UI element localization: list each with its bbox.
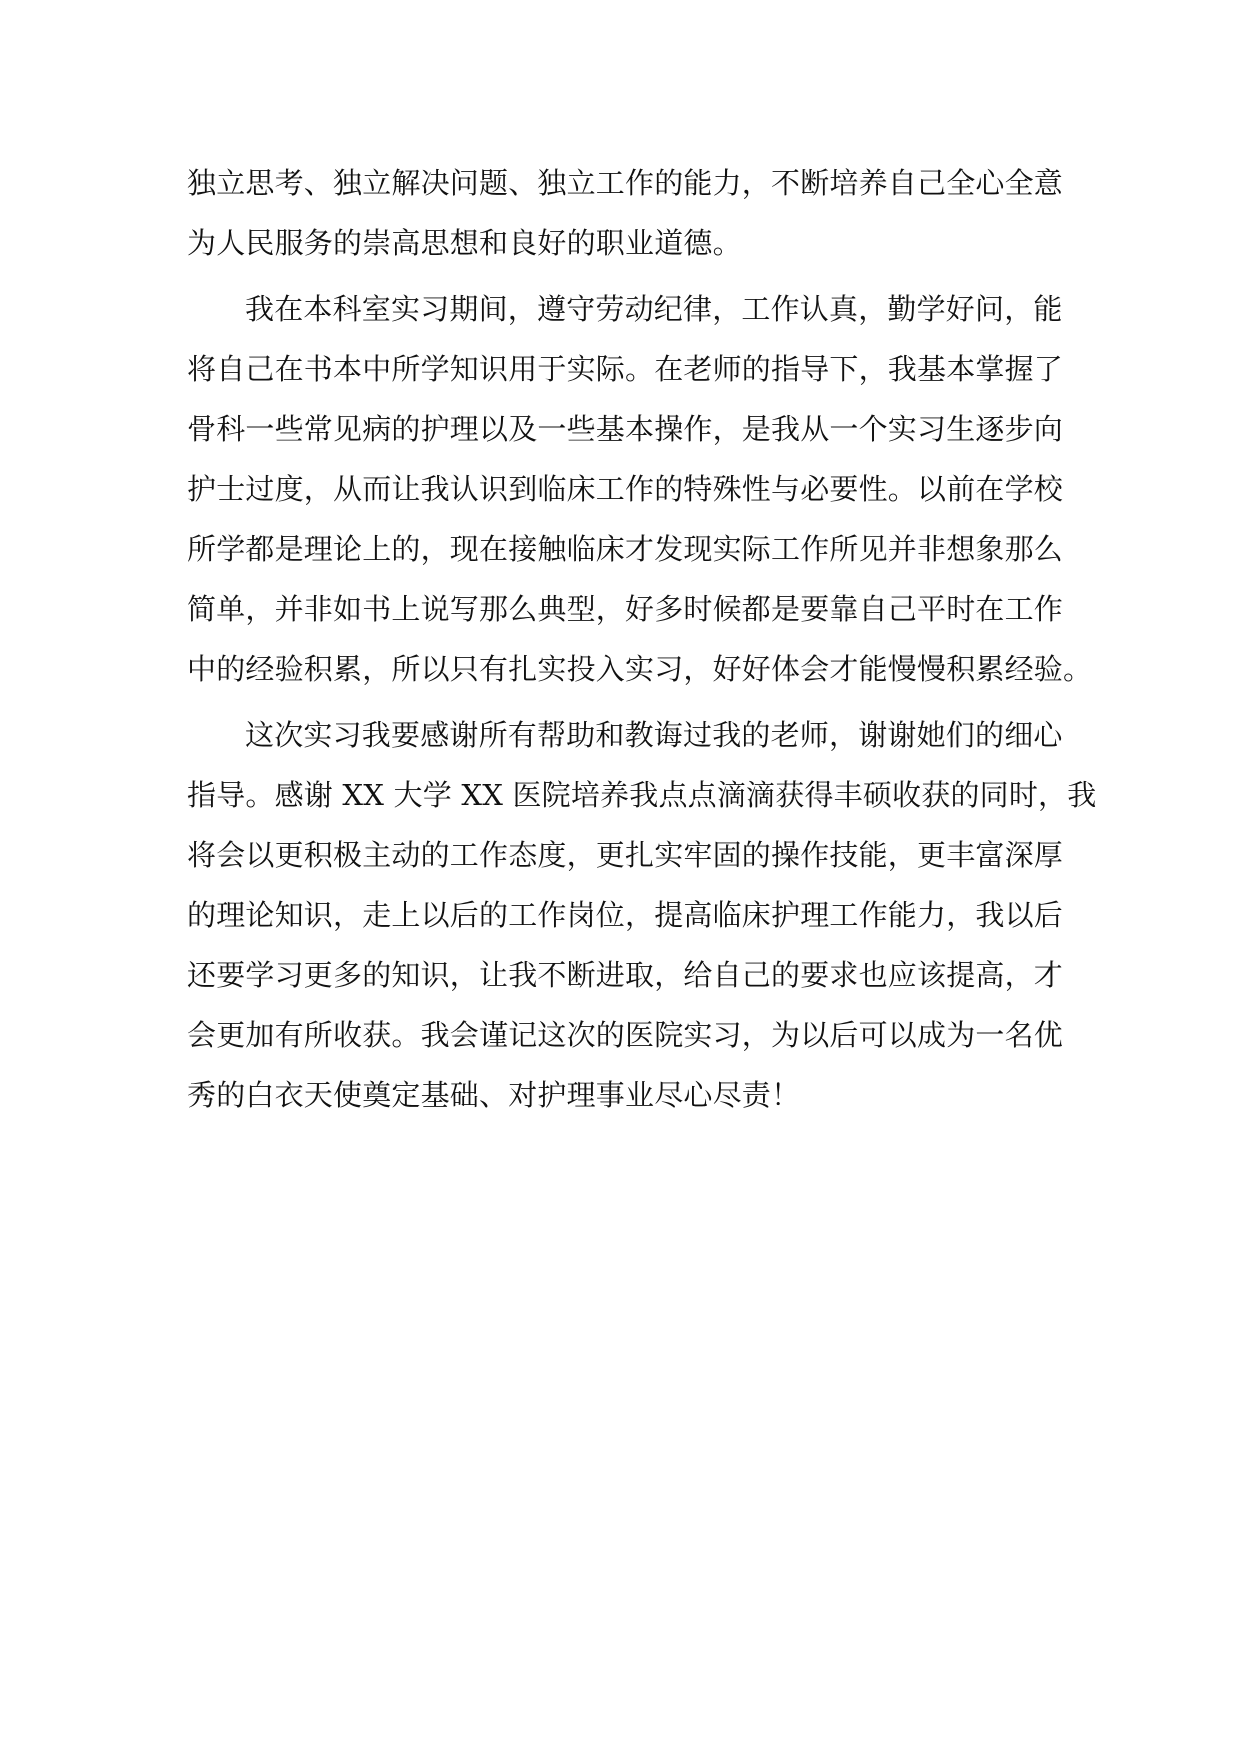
paragraph-line: 所学都是理论上的，现在接触临床才发现实际工作所见并非想象那么 <box>187 532 1064 566</box>
paragraph-line: 独立思考、独立解决问题、独立工作的能力，不断培养自己全心全意 <box>187 166 1064 200</box>
paragraph-line: 骨科一些常见病的护理以及一些基本操作，是我从一个实习生逐步向 <box>187 412 1064 446</box>
paragraph-line: 将会以更积极主动的工作态度，更扎实牢固的操作技能，更丰富深厚 <box>187 838 1064 872</box>
paragraph-line: 中的经验积累，所以只有扎实投入实习，好好体会才能慢慢积累经验。 <box>187 652 1093 686</box>
paragraph-line: 将自己在书本中所学知识用于实际。在老师的指导下，我基本掌握了 <box>187 352 1064 386</box>
paragraph-1 <box>187 153 1067 273</box>
paragraph-2 <box>187 279 1093 699</box>
paragraph-line: 我在本科室实习期间，遵守劳动纪律，工作认真，勤学好问，能 <box>245 292 1063 326</box>
paragraph-line: 护士过度，从而让我认识到临床工作的特殊性与必要性。以前在学校 <box>187 472 1064 506</box>
paragraph-line: 指导。感谢 XX 大学 XX 医院培养我点点滴滴获得丰硕收获的同时，我 <box>187 778 1097 812</box>
paragraph-line: 的理论知识，走上以后的工作岗位，提高临床护理工作能力，我以后 <box>187 898 1064 932</box>
paragraph-line: 秀的白衣天使奠定基础、对护理事业尽心尽责！ <box>187 1078 801 1112</box>
paragraph-line: 这次实习我要感谢所有帮助和教诲过我的老师，谢谢她们的细心 <box>245 718 1063 752</box>
document-body <box>187 153 1097 1125</box>
paragraph-line: 为人民服务的崇高思想和良好的职业道德。 <box>187 226 742 260</box>
paragraph-3 <box>187 705 1097 1125</box>
paragraph-line: 会更加有所收获。我会谨记这次的医院实习，为以后可以成为一名优 <box>187 1018 1064 1052</box>
paragraph-line: 还要学习更多的知识，让我不断进取，给自己的要求也应该提高，才 <box>187 958 1064 992</box>
paragraph-line: 简单，并非如书上说写那么典型，好多时候都是要靠自己平时在工作 <box>187 592 1064 626</box>
